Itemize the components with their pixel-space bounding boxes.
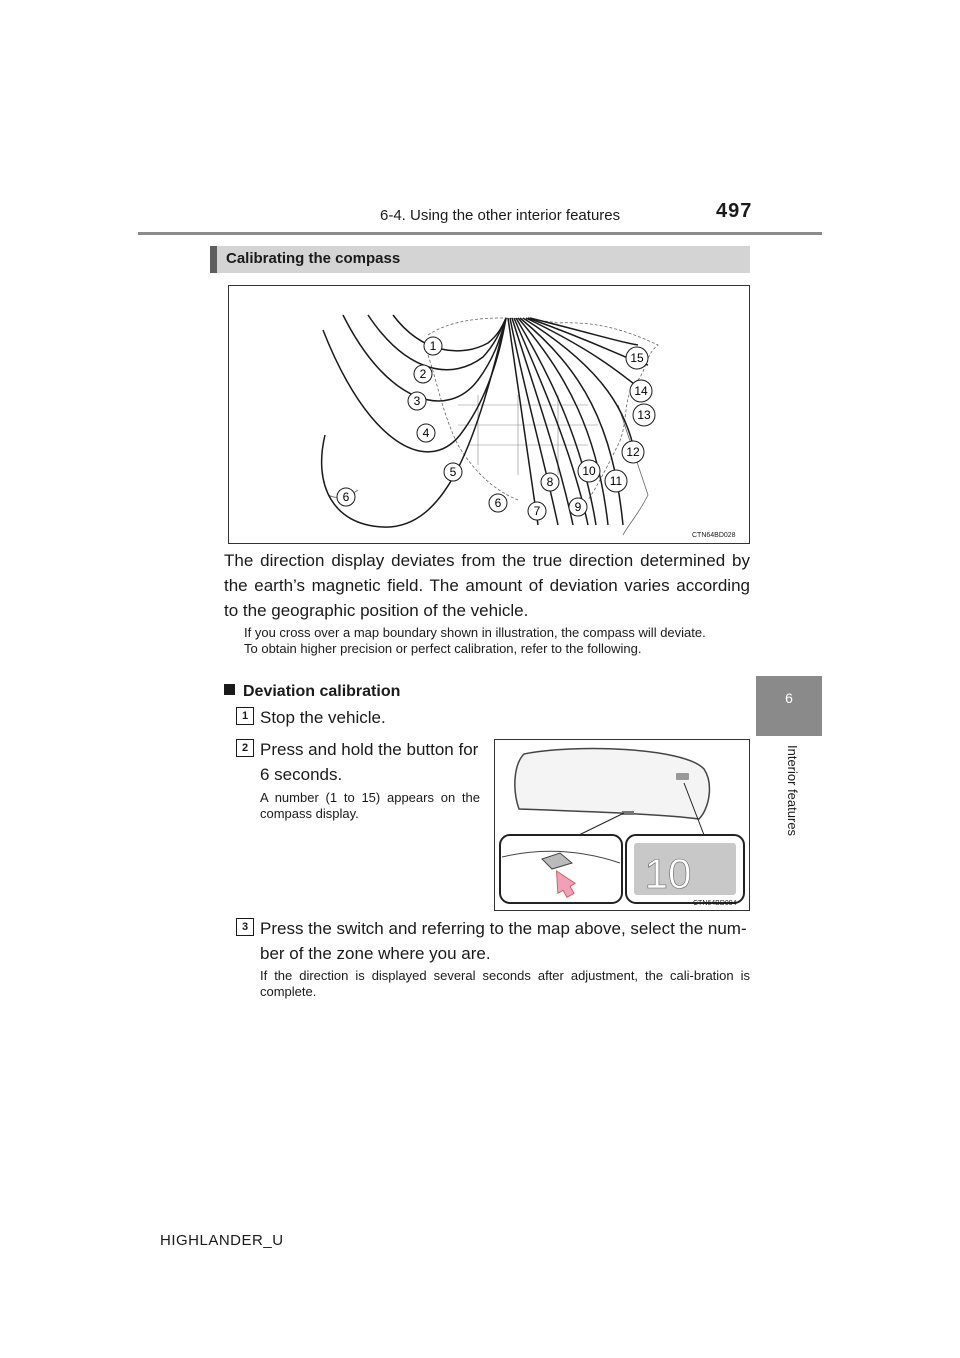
zone-label: 7: [533, 504, 541, 518]
zone-label: 2: [419, 367, 427, 381]
step-note-3: If the direction is displayed several seconds after adjustment, the cali-bration is complete.: [260, 968, 750, 999]
zone-label: 13: [637, 408, 651, 422]
zone-label: 10: [582, 464, 596, 478]
mirror-display-value: 10: [644, 850, 692, 897]
zone-label: 14: [634, 384, 648, 398]
zone-label: 4: [422, 426, 430, 440]
square-bullet-icon: [224, 684, 235, 695]
page-number: 497: [716, 200, 753, 222]
zone-label: 8: [546, 475, 554, 489]
intro-paragraph: The direction display deviates from the true direction determined by the earth’s magnetic field. The amount of deviation varies according to the geographic position of the vehicle.: [224, 551, 750, 620]
footer-model: HIGHLANDER_U: [160, 1232, 284, 1249]
step-text-3: Press the switch and referring to the map above, select the num-ber of the zone where you are.: [260, 919, 747, 963]
chapter-tab: [756, 676, 822, 736]
zone-label: 12: [626, 445, 640, 459]
intro-note: [244, 625, 750, 657]
intro-note-line-2: To obtain higher precision or perfect calibration, refer to the following.: [244, 641, 642, 656]
step-number-3: 3: [236, 918, 254, 936]
intro-note-line-1: If you cross over a map boundary shown in illustration, the compass will deviate.: [244, 625, 706, 640]
subsection-heading-text: Deviation calibration: [243, 683, 401, 700]
chapter-label: Interior features: [785, 745, 800, 837]
step-text-1: Stop the vehicle.: [260, 708, 386, 727]
zone-label: 3: [413, 394, 421, 408]
zone-label: 6: [494, 496, 502, 510]
section-heading-bar: [210, 246, 217, 273]
chapter-number: 6: [785, 690, 793, 706]
step-text-2: Press and hold the button for 6 seconds.: [260, 740, 479, 784]
zone-label: 5: [449, 465, 457, 479]
mirror-figure-code: CTN64BD094: [693, 900, 737, 907]
zone-label: 1: [429, 339, 437, 353]
header-rule: [138, 232, 822, 235]
section-heading-text: Calibrating the compass: [226, 250, 401, 267]
step-number-1: 1: [236, 707, 254, 725]
mirror-figure: [494, 739, 750, 911]
chapter-label-wrap: [782, 745, 802, 845]
zone-label: 9: [574, 500, 582, 514]
step-note-2: A number (1 to 15) appears on the compass display.: [260, 790, 480, 821]
step-number-2: 2: [236, 739, 254, 757]
subsection-heading: [224, 683, 400, 701]
compass-zone-map: [228, 285, 750, 544]
header-section-title: 6-4. Using the other interior features: [380, 207, 621, 224]
zone-label: 6: [342, 490, 350, 504]
section-heading: [210, 246, 750, 273]
map-figure-code: CTN64BD028: [692, 532, 736, 539]
zone-label: 11: [609, 474, 623, 488]
zone-label: 15: [630, 351, 644, 365]
